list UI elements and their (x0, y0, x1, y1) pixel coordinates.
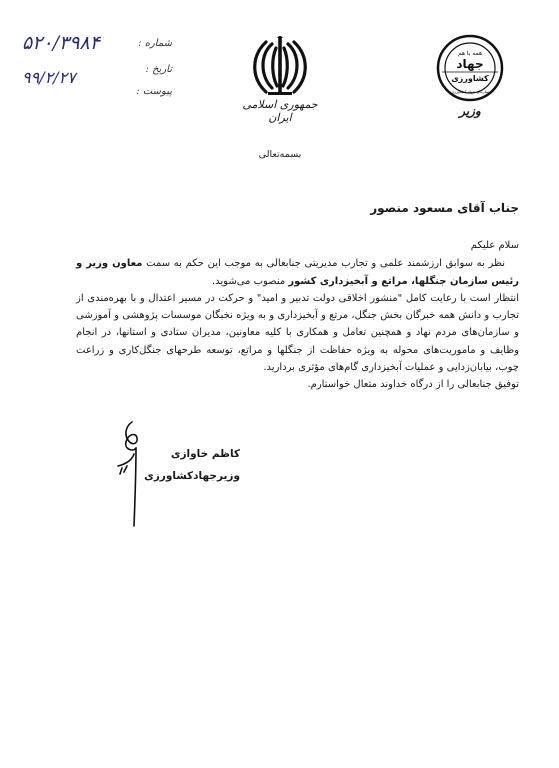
logo-center-line2: کشاورزی (451, 74, 489, 83)
expectations-paragraph: انتظار است با رعایت کامل "منشور اخلاقی دولت تدبیر و امید" و حرکت در مسیر اعتدال و با بهره‌مندی از تجارب و دانش همه خبرگان بخش جنگل، مرتع و آبخیزداری و به ویژه نخبگان موسسات پژوهشی و آموزشی و سازمان‌های مردم نهاد و همچنین تعامل و همکاری با کلیه معاونین، مدیران ستادی و استانها، در انجام وظایف و ماموریت‌های محوله به ویژه حفاظت از جنگلها و مراتع، توسعه طرحهای جنگل‌کاری و زراعت چوب، بیابان‌زدایی و عملیات آبخیزداری گام‌های مؤثری بردارید. (76, 292, 519, 374)
appointment-position: معاون وزیر و رئیس سازمان جنگلها، مراتع و آبخیزداری کشور (76, 258, 519, 287)
reference-number-row (22, 34, 172, 56)
invocation: بسمه‌تعالی (258, 149, 302, 160)
ministry-name: وزیر (459, 104, 481, 118)
signer-name: کاظم خاوازی (170, 448, 240, 460)
reference-date-row (22, 60, 172, 87)
appointment-text: نظر به سوابق ارزشمند علمی و تجارب مدیریتی جنابعالی به موجب این حکم به سمت (142, 258, 505, 270)
logo-small-text: همه با هم (457, 50, 483, 57)
reference-date-value: ۹۹/۲/۲۷ (22, 68, 76, 87)
signer-title: وزیرجهادکشاورزی (144, 470, 240, 482)
logo-center-line1: جهاد (456, 57, 484, 71)
greeting: سلام علیکم (470, 240, 519, 251)
reference-number-label: شماره : (138, 38, 172, 49)
iran-emblem-icon (250, 36, 310, 100)
appointment-paragraph (76, 255, 519, 290)
reference-number-value: ۵۲۰/۳۹۸۴ (22, 32, 100, 54)
country-name: جمهوری اسلامی ایران (242, 98, 318, 124)
appointment-end: منصوب می‌شوید. (211, 275, 289, 287)
reference-attachment-label: پیوست : (136, 86, 172, 97)
reference-attachment-row (22, 82, 172, 104)
closing-line: توفیق جنابعالی را از درگاه خداوند متعال خواستارم. (307, 379, 519, 391)
ministry-logo-icon (436, 34, 504, 102)
reference-date-label: تاریخ : (145, 64, 172, 75)
letter-body (76, 237, 519, 394)
reference-block (22, 34, 172, 114)
logo-top-arc: سازمان جهاد کشاورزی (450, 89, 490, 94)
addressee: جناب آقای مسعود منصور (370, 201, 519, 215)
